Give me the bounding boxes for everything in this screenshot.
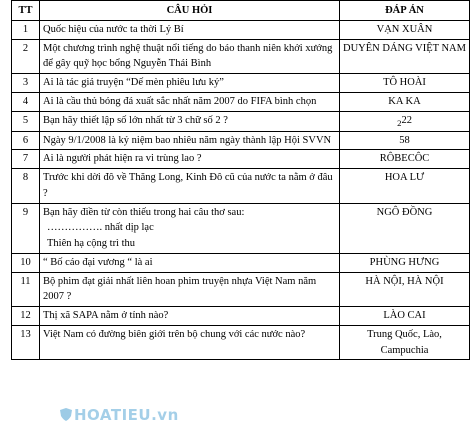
watermark-logo [60, 406, 230, 424]
row-number: 8 [12, 169, 40, 204]
table-row [12, 131, 470, 150]
table-row [12, 150, 470, 169]
table-row [12, 92, 470, 111]
row-number: 7 [12, 150, 40, 169]
answer-cell: 58 [340, 131, 470, 150]
watermark-text: HOATIEU.vn [74, 406, 179, 424]
answer-cell: NGÔ ĐỒNG [340, 203, 470, 253]
table-row [12, 253, 470, 272]
row-number: 2 [12, 39, 40, 74]
answer-cell: HÀ NỘI, HÀ NỘI [340, 272, 470, 307]
shield-logo-icon [60, 408, 72, 421]
row-number: 3 [12, 74, 40, 93]
answer-subscript: 2 [397, 117, 402, 128]
answer-cell: VẠN XUÂN [340, 20, 470, 39]
row-number: 1 [12, 20, 40, 39]
row-number: 11 [12, 272, 40, 307]
question-cell: Ai là người phát hiện ra vi trùng lao ? [40, 150, 340, 169]
answer-cell: HOA LƯ [340, 169, 470, 204]
answer-cell: DUYÊN DÁNG VIỆT NAM [340, 39, 470, 74]
row-number: 12 [12, 307, 40, 326]
answer-cell: PHÙNG HƯNG [340, 253, 470, 272]
table-row [12, 325, 470, 360]
row-number: 4 [12, 92, 40, 111]
row-number: 6 [12, 131, 40, 150]
question-cell [40, 203, 340, 253]
table-row [12, 203, 470, 253]
question-cell: Ai là tác giả truyện “Dế mèn phiêu lưu ký” [40, 74, 340, 93]
question-cell: Trước khi dời đô về Thăng Long, Kinh Đô cũ của nước ta nằm ở đâu ? [40, 169, 340, 204]
table-row [12, 111, 470, 131]
poem-line-1: ……………. nhất dịp lạc [47, 222, 154, 234]
question-cell: Thị xã SAPA nằm ở tỉnh nào? [40, 307, 340, 326]
table-row [12, 20, 470, 39]
header-question: CÂU HỎI [40, 1, 340, 21]
table-header-row [12, 1, 470, 21]
header-tt: TT [12, 1, 40, 21]
answer-cell: TÔ HOÀI [340, 74, 470, 93]
question-cell: Ngày 9/1/2008 là kỷ niệm bao nhiêu năm ngày thành lập Hội SVVN [40, 131, 340, 150]
quiz-table [11, 0, 470, 360]
answer-cell [340, 111, 470, 131]
question-cell: Bộ phim đạt giải nhất liên hoan phim truyện nhựa Việt Nam năm 2007 ? [40, 272, 340, 307]
question-cell: “ Bố cáo đại vương “ là ai [40, 253, 340, 272]
table-row [12, 74, 470, 93]
question-cell: Một chương trình nghệ thuật nổi tiếng do báo thanh niên khởi xướng để gây quỹ học bổng Nguyễn Thái Bình [40, 39, 340, 74]
question-cell: Việt Nam có đường biên giới trên bộ chung với các nước nào? [40, 325, 340, 360]
row-number: 9 [12, 203, 40, 253]
table-row [12, 307, 470, 326]
question-cell: Quốc hiệu của nước ta thời Lý Bí [40, 20, 340, 39]
document-page [11, 0, 469, 360]
table-row [12, 272, 470, 307]
answer-cell: KA KA [340, 92, 470, 111]
answer-cell: RÔBECÔC [340, 150, 470, 169]
answer-text: 22 [401, 114, 412, 126]
header-answer: ĐÁP ÁN [340, 1, 470, 21]
table-row [12, 169, 470, 204]
poem-line-2: Thiên hạ cộng trì thu [47, 238, 136, 250]
answer-cell: LÀO CAI [340, 307, 470, 326]
row-number: 5 [12, 111, 40, 131]
question-cell: Ai là cầu thủ bóng đá xuất sắc nhất năm 2007 do FIFA bình chọn [40, 92, 340, 111]
question-cell: Bạn hãy thiết lập số lớn nhất từ 3 chữ số 2 ? [40, 111, 340, 131]
table-row [12, 39, 470, 74]
answer-cell: Trung Quốc, Lào, Campuchia [340, 325, 470, 360]
row-number: 13 [12, 325, 40, 360]
question-text: Bạn hãy điền từ còn thiếu trong hai câu thơ sau: [43, 206, 245, 218]
row-number: 10 [12, 253, 40, 272]
